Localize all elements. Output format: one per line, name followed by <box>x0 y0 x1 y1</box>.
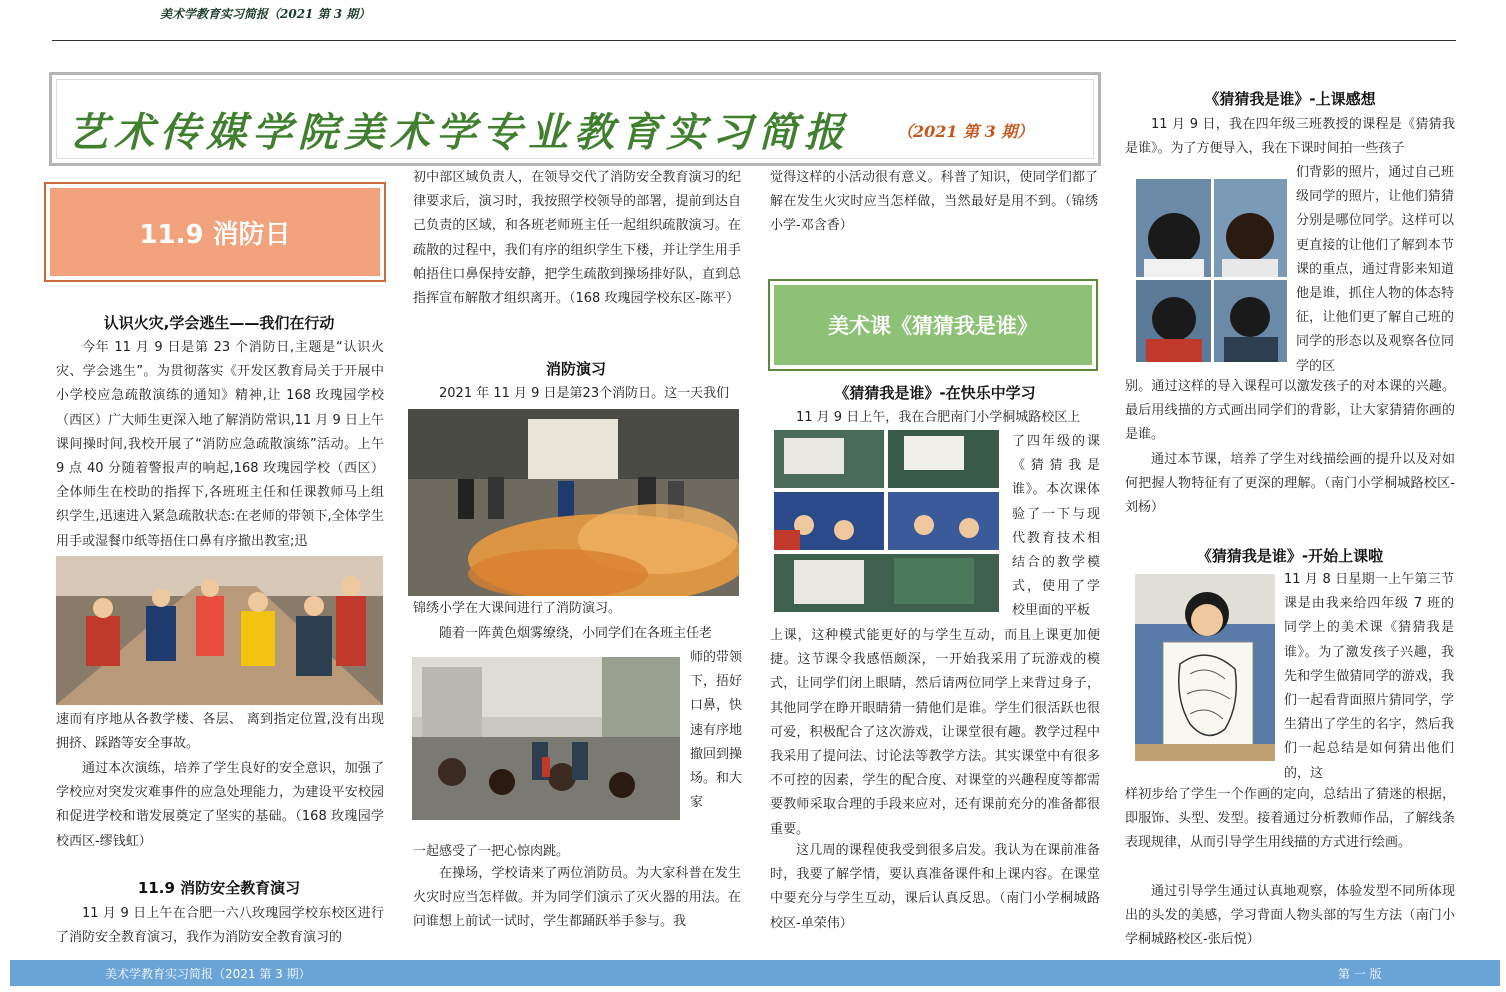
article-paragraph-side: 了四年级的课《猜猜我是谁》。本次课体验了一下与现代教育技术相结合的教学模式，使用了学校里面的平板 <box>1012 434 1100 619</box>
section-banner-label: 11.9 消防日 <box>50 188 380 276</box>
running-header: 美术学教育实习简报（2021 第 3 期） <box>160 7 371 21</box>
masthead <box>49 72 1101 166</box>
photo-student-backs <box>1136 179 1287 362</box>
footer-title: 美术学教育实习简报（2021 第 3 期） <box>105 967 311 981</box>
article-title: 认识火灾,学会逃生——我们在行动 <box>103 314 335 332</box>
article-paragraph-continued: 觉得这样的小活动很有意义。科普了知识，使同学们都了解在发生火灾时应当怎样做，当然最好是用不到。（锦绣小学-邓含香） <box>770 170 1098 234</box>
page-footer <box>10 960 1500 986</box>
article-paragraph-continued: 样初步给了学生一个作画的定向，总结出了猜迷的根据，即服饰、头型、发型。接着通过分析教师作品，了解线条表现规律，从而引导学生用线描的方式进行绘画。 <box>1125 787 1455 851</box>
article-paragraph-side: 师的带领下，捂好口鼻，快速有序地撤回到操场。和大家 <box>690 650 742 811</box>
article-paragraph: 通过引导学生通过认真地观察，体验发型不同所体现出的头发的美感，学习背面人物头部的写生方法（南门小学桐城路校区-张后悦） <box>1125 884 1455 948</box>
article-paragraph: 随着一阵黄色烟雾缭绕，小同学们在各班主任老 <box>439 626 713 641</box>
photo-students-evacuating-stairs <box>56 556 383 705</box>
article-paragraph: 通过本节课，培养了学生对线描绘画的提升以及对如何把握人物特征有了更深的理解。（南门小学桐城路校区-刘杨） <box>1125 452 1455 516</box>
article-title: 11.9 消防安全教育演习 <box>137 879 301 897</box>
article-title: 《猜猜我是谁》-开始上课啦 <box>1196 547 1384 565</box>
header-rule <box>52 40 1456 41</box>
article-paragraph-side: 们背影的照片，通过自己班级同学的照片，让他们猜猜分别是哪位同学。这样可以更直接的让他们了解到本节课的重点，通过背影来知道他是谁，抓住人物的体态特征，让他们更了解自己班的同学的形态以及观察各位同学的区 <box>1296 165 1454 374</box>
article-title: 《猜猜我是谁》-上课感想 <box>1204 90 1376 108</box>
article-paragraph: 2021 年 11 月 9 日是第23个消防日。这一天我们 <box>439 386 730 401</box>
masthead-issue: （2021 第 3 期） <box>897 122 1034 141</box>
article-paragraph-continued: 别。通过这样的导入课程可以激发孩子的对本课的兴趣。最后用线描的方式画出同学们的背影，让大家猜猜你画的是谁。 <box>1125 379 1455 443</box>
photo-classroom-collage <box>774 430 999 612</box>
article-paragraph: 11 月 9 日，我在四年级三班教授的课程是《猜猜我是谁》。为了方便导入，我在下课时间拍一些孩子 <box>1125 117 1455 157</box>
article-paragraph: 11 月 9 日上午，我在合肥南门小学桐城路校区上 <box>796 410 1081 425</box>
photo-firefighter-demonstration <box>412 657 680 820</box>
article-paragraph-side: 11 月 8 日星期一上午第三节课是由我来给四年级 7 班的同学上的美术课《猜猜我是谁》。为了激发孩子兴趣，我先和学生做猜同学的游戏，我们一起看背面照片猜同学，学生猜出了学生的名字，然后我们一起总结是如何猜出他们的，这 <box>1284 572 1454 781</box>
section-banner-art-class <box>768 279 1098 371</box>
article-paragraph-continued: 速而有序地从各教学楼、各层、 离到指定位置,没有出现拥挤、踩踏等安全事故。 <box>56 712 384 752</box>
article-title: 《猜猜我是谁》-在快乐中学习 <box>834 384 1036 402</box>
article-paragraph-continued: 上课，这种模式能更好的与学生互动，而且上课更加便捷。这节课令我感悟颇深，一开始我采用了玩游戏的模式，让同学们闭上眼睛，然后请两位同学上来背过身子，其他同学在睁开眼睛猜一猜他们是谁。学生们很活跃也很可爱，积极配合了这次游戏，让课堂很有趣。教学过程中我采用了提问法、讨论法等教学方法。其实课堂中有很多不可控的因素，学生的配合度、对课堂的兴趣程度等都需要教师采取合理的手段来应对，还有课前充分的准备都很重要。 <box>770 628 1100 837</box>
footer-page-number: 第 一 版 <box>1338 967 1382 981</box>
article-paragraph: 今年 11 月 9 日是第 23 个消防日,主题是“认识火灾、学会逃生”。为贯彻落实《开发区教育局关于开展中小学校应急疏散演练的通知》精神,让 168 玫瑰园学校（西区）广大师生更深入地了解消防常识,11 月 9 日上午课间操时间,我校开展了“消防应急疏散演练”活动。上午 9 点 40 分随着警报声的响起,168 玫瑰园学校（西区）全体师生在校助的指挥下,各班班主任和任课教师马上组织学生,迅速进入紧急疏散状态:在老师的带领下,全体学生用手或湿餐巾纸等捂住口鼻有序撤出教室;迅 <box>56 340 384 549</box>
article-title: 消防演习 <box>545 360 606 378</box>
photo-fire-drill-smoke <box>408 409 739 596</box>
article-paragraph: 在操场，学校请来了两位消防员。为大家科普在发生火灾时应当怎样做。并为同学们演示了灭火器的用法。在问谁想上前试一试时，学生都踊跃举手参与。我 <box>413 866 741 930</box>
section-banner-label: 美术课《猜猜我是谁》 <box>774 285 1092 365</box>
article-paragraph: 通过本次演练，培养了学生良好的安全意识，加强了学校应对突发灾难事件的应急处理能力，为建设平安校园和促进学校和谐发展奠定了坚实的基础。（168 玫瑰园学校西区-缪钱虹） <box>56 761 384 849</box>
masthead-title: 艺术传媒学院美术学专业教育实习简报 <box>68 109 850 156</box>
photo-student-drawing <box>1135 574 1275 761</box>
article-paragraph: 这几周的课程使我受到很多启发。我认为在课前准备时，我要了解学情，要认真准备课件和上课内容。在课堂中要充分与学生互动，课后认真反思。（南门小学桐城路校区-单荣伟） <box>770 843 1100 931</box>
article-paragraph-continued: 初中部区域负责人，在领导交代了消防安全教育演习的纪律要求后，演习时，我按照学校领导的部署，提前到达自己负责的区域，和各班老师班主任一起组织疏散演习。在疏散的过程中，我们有序的组织学生下楼，并让学生用手帕捂住口鼻保持安静，把学生疏散到操场排好队，直到总指挥宣布解散才组织离开。（168 玫瑰园学校东区-陈平） <box>413 170 741 307</box>
article-paragraph-continued: 一起感受了一把心惊肉跳。 <box>413 844 570 859</box>
article-paragraph: 11 月 9 日上午在合肥一六八玫瑰园学校东校区进行了消防安全教育演习，我作为消防安全教育演习的 <box>56 906 384 946</box>
article-paragraph: 锦绣小学在大课间进行了消防演习。 <box>413 601 622 616</box>
section-banner-fire-day <box>44 182 386 282</box>
